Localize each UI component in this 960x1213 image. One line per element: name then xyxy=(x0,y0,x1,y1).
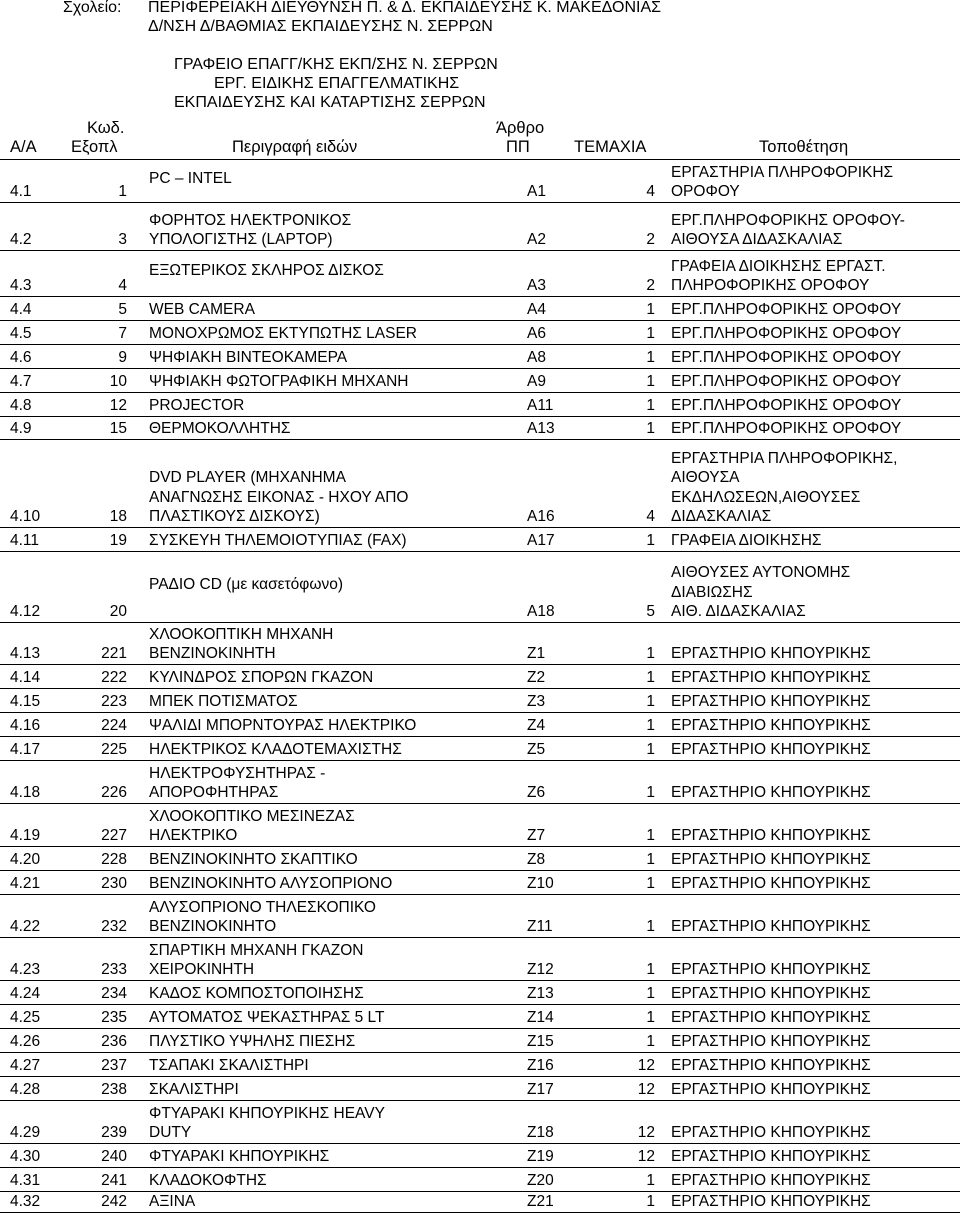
row-article: Ζ3 xyxy=(527,693,546,710)
row-location: ΔΙΑΒΙΩΣΗΣ xyxy=(671,583,753,601)
row-code: 9 xyxy=(118,349,127,366)
row-divider xyxy=(0,1143,960,1144)
row-article: Ζ6 xyxy=(527,784,546,801)
row-quantity: 1 xyxy=(646,373,655,390)
row-code: 20 xyxy=(109,603,127,620)
row-quantity: 1 xyxy=(646,301,655,318)
row-aa: 4.11 xyxy=(10,532,40,549)
row-aa: 4.31 xyxy=(10,1172,41,1189)
row-article: Α18 xyxy=(527,603,555,620)
header-quantity: ΤΕΜΑΧΙΑ xyxy=(574,138,647,156)
row-description: ΥΠΟΛΟΓΙΣΤΗΣ (LAPTOP) xyxy=(149,231,333,248)
row-code: 230 xyxy=(101,875,127,892)
row-code: 235 xyxy=(101,1009,127,1026)
row-quantity: 1 xyxy=(646,1172,655,1189)
row-quantity: 1 xyxy=(646,985,655,1002)
row-code: 7 xyxy=(118,325,127,342)
row-quantity: 1 xyxy=(646,693,655,710)
row-quantity: 4 xyxy=(646,508,655,525)
row-divider xyxy=(0,712,960,713)
row-code: 224 xyxy=(101,717,127,734)
row-code: 240 xyxy=(101,1148,127,1165)
table-top-rule xyxy=(0,159,960,160)
row-description: ΧΛΟΟΚΟΠΤΙΚΟ ΜΕΣΙΝΕΖΑΣ xyxy=(149,807,355,825)
row-code: 5 xyxy=(118,301,127,318)
row-article: Α13 xyxy=(527,420,555,437)
row-code: 242 xyxy=(101,1193,127,1210)
row-location: ΟΡΟΦΟΥ xyxy=(671,183,740,200)
row-divider xyxy=(0,622,960,623)
row-article: Α8 xyxy=(527,349,546,366)
row-aa: 4.6 xyxy=(10,349,32,366)
row-code: 232 xyxy=(101,918,127,935)
row-aa: 4.5 xyxy=(10,325,32,342)
row-location: ΕΡΓΑΣΤΗΡΙΟ ΚΗΠΟΥΡΙΚΗΣ xyxy=(671,645,871,662)
row-divider xyxy=(0,1100,960,1101)
row-quantity: 1 xyxy=(646,1009,655,1026)
row-article: Α17 xyxy=(527,532,555,549)
row-code: 223 xyxy=(101,693,127,710)
row-aa: 4.13 xyxy=(10,645,41,662)
school-line-5: ΕΚΠΑΙΔΕΥΣΗΣ ΚΑΙ ΚΑΤΑΡΤΙΣΗΣ ΣΕΡΡΩΝ xyxy=(174,94,486,111)
row-description: ΨΑΛΙΔΙ ΜΠΟΡΝΤΟΥΡΑΣ ΗΛΕΚΤΡΙΚΟ xyxy=(149,717,417,734)
row-divider xyxy=(0,803,960,804)
row-description: ΡΑΔΙΟ CD (με κασετόφωνο) xyxy=(149,575,343,593)
row-description: ΑΛΥΣΟΠΡΙΟΝΟ ΤΗΛΕΣΚΟΠΙΚΟ xyxy=(149,898,376,916)
row-aa: 4.23 xyxy=(10,961,41,978)
row-location: ΔΙΔΑΣΚΑΛΙΑΣ xyxy=(671,508,772,525)
row-article: Ζ13 xyxy=(527,985,554,1002)
row-quantity: 5 xyxy=(646,603,655,620)
row-description: ΦΤΥΑΡΑΚΙ ΚΗΠΟΥΡΙΚΗΣ xyxy=(149,1148,330,1165)
row-location: ΕΡΓΑΣΤΗΡΙΟ ΚΗΠΟΥΡΙΚΗΣ xyxy=(671,1009,871,1026)
header-article-line2: ΠΠ xyxy=(506,138,530,156)
row-article: Α1 xyxy=(527,183,546,200)
row-location: ΑΙΘΟΥΣΕΣ ΑΥΤΟΝΟΜΗΣ xyxy=(671,564,851,581)
row-description: ΚΛΑΔΟΚΟΦΤΗΣ xyxy=(149,1172,267,1189)
row-aa: 4.1 xyxy=(10,183,32,200)
row-location: ΓΡΑΦΕΙΑ ΔΙΟΙΚΗΣΗΣ xyxy=(671,532,822,549)
row-code: 226 xyxy=(101,784,127,801)
row-aa: 4.15 xyxy=(10,693,41,710)
row-quantity: 1 xyxy=(646,325,655,342)
row-location: ΕΡΓΑΣΤΗΡΙΟ ΚΗΠΟΥΡΙΚΗΣ xyxy=(671,875,871,892)
row-location: ΕΡΓΑΣΤΗΡΙΑ ΠΛΗΡΟΦΟΡΙΚΗΣ, xyxy=(671,449,898,467)
row-location: ΕΡΓΑΣΤΗΡΙΟ ΚΗΠΟΥΡΙΚΗΣ xyxy=(671,918,871,935)
row-article: Ζ15 xyxy=(527,1033,554,1050)
row-code: 1 xyxy=(118,183,127,200)
row-location: ΠΛΗΡΟΦΟΡΙΚΗΣ ΟΡΟΦΟΥ xyxy=(671,277,870,294)
row-description: ΑΥΤΟΜΑΤΟΣ ΨΕΚΑΣΤΗΡΑΣ 5 LT xyxy=(149,1009,385,1026)
row-location: ΕΡΓΑΣΤΗΡΙΟ ΚΗΠΟΥΡΙΚΗΣ xyxy=(671,1172,871,1189)
row-location: ΕΡΓ.ΠΛΗΡΟΦΟΡΙΚΗΣ ΟΡΟΦΟΥ- xyxy=(671,211,905,229)
school-line-1: ΠΕΡΙΦΕΡΕΙΑΚΗ ΔΙΕΥΘΥΝΣΗ Π. & Δ. ΕΚΠΑΙΔΕΥΣΗΣ Κ. ΜΑΚΕΔΟΝΙΑΣ xyxy=(148,0,662,16)
row-aa: 4.18 xyxy=(10,784,41,801)
row-description: ΑΠΟΡΟΦΗΤΗΡΑΣ xyxy=(149,784,279,801)
row-divider xyxy=(0,1191,960,1192)
row-article: Ζ11 xyxy=(527,918,553,935)
row-description: DUTY xyxy=(149,1124,192,1141)
row-code: 233 xyxy=(101,961,127,978)
row-aa: 4.25 xyxy=(10,1009,41,1026)
row-divider xyxy=(0,416,960,417)
row-location: ΕΡΓΑΣΤΗΡΙΟ ΚΗΠΟΥΡΙΚΗΣ xyxy=(671,1081,871,1098)
row-code: 234 xyxy=(101,985,127,1002)
row-description: ΣΥΣΚΕΥΗ ΤΗΛΕΜΟΙΟΤΥΠΙΑΣ (FAX) xyxy=(149,532,407,549)
row-location: ΕΡΓΑΣΤΗΡΙΟ ΚΗΠΟΥΡΙΚΗΣ xyxy=(671,717,871,734)
row-description: ΒΕΝΖΙΝΟΚΙΝΗΤΟ xyxy=(149,918,277,935)
row-aa: 4.32 xyxy=(10,1193,41,1210)
header-description: Περιγραφή ειδών xyxy=(232,138,358,156)
row-divider xyxy=(0,980,960,981)
row-article: Ζ16 xyxy=(527,1057,554,1074)
row-description: ΧΛΟΟΚΟΠΤΙΚΗ ΜΗΧΑΝΗ xyxy=(149,625,334,643)
row-aa: 4.8 xyxy=(10,397,32,414)
row-article: Α6 xyxy=(527,325,546,342)
row-quantity: 12 xyxy=(637,1148,655,1165)
row-description: ΜΠΕΚ ΠΟΤΙΣΜΑΤΟΣ xyxy=(149,693,298,710)
row-description: PC – INTEL xyxy=(149,169,232,187)
row-aa: 4.16 xyxy=(10,717,41,734)
row-location: ΕΡΓΑΣΤΗΡΙΟ ΚΗΠΟΥΡΙΚΗΣ xyxy=(671,1193,871,1210)
row-description: WEB CAMERA xyxy=(149,301,255,318)
row-location: ΕΚΔΗΛΩΣΕΩΝ,ΑΙΘΟΥΣΕΣ xyxy=(671,488,861,506)
row-code: 237 xyxy=(101,1057,127,1074)
row-quantity: 1 xyxy=(646,741,655,758)
row-quantity: 12 xyxy=(637,1124,655,1141)
row-article: Ζ7 xyxy=(527,827,546,844)
header-article-line1: Άρθρο xyxy=(496,119,545,137)
row-aa: 4.24 xyxy=(10,985,41,1002)
row-quantity: 1 xyxy=(646,532,655,549)
row-aa: 4.27 xyxy=(10,1057,41,1074)
row-divider xyxy=(0,736,960,737)
row-quantity: 12 xyxy=(637,1081,655,1098)
row-location: ΕΡΓ.ΠΛΗΡΟΦΟΡΙΚΗΣ ΟΡΟΦΟΥ xyxy=(671,349,902,366)
row-divider xyxy=(0,320,960,321)
header-location: Τοποθέτηση xyxy=(759,138,849,156)
row-article: Ζ14 xyxy=(527,1009,554,1026)
row-code: 222 xyxy=(101,669,127,686)
row-location: ΕΡΓ.ΠΛΗΡΟΦΟΡΙΚΗΣ ΟΡΟΦΟΥ xyxy=(671,301,902,318)
row-divider xyxy=(0,870,960,871)
row-description: ΒΕΝΖΙΝΟΚΙΝΗΤΗ xyxy=(149,645,276,662)
row-divider xyxy=(0,1052,960,1053)
row-quantity: 1 xyxy=(646,1193,655,1210)
row-divider xyxy=(0,439,960,440)
row-aa: 4.29 xyxy=(10,1124,41,1141)
row-divider xyxy=(0,296,960,297)
row-code: 238 xyxy=(101,1081,127,1098)
row-code: 3 xyxy=(118,231,127,248)
row-code: 228 xyxy=(101,851,127,868)
row-article: Α11 xyxy=(527,397,554,414)
row-article: Ζ2 xyxy=(527,669,546,686)
row-article: Ζ18 xyxy=(527,1124,554,1141)
row-divider xyxy=(0,1004,960,1005)
row-location: ΕΡΓΑΣΤΗΡΙΟ ΚΗΠΟΥΡΙΚΗΣ xyxy=(671,1124,871,1141)
row-aa: 4.26 xyxy=(10,1033,41,1050)
row-divider xyxy=(0,846,960,847)
row-code: 241 xyxy=(101,1172,127,1189)
row-description: ΧΕΙΡΟΚΙΝΗΤΗ xyxy=(149,961,255,978)
row-code: 221 xyxy=(101,645,127,662)
row-quantity: 2 xyxy=(646,277,655,294)
row-code: 12 xyxy=(109,397,127,414)
row-description: ΗΛΕΚΤΡΟΦΥΣΗΤΗΡΑΣ - xyxy=(149,764,326,782)
row-quantity: 1 xyxy=(646,645,655,662)
header-aa: Α/Α xyxy=(10,138,37,156)
row-aa: 4.3 xyxy=(10,277,32,294)
row-location: ΑΙΘ. ΔΙΔΑΣΚΑΛΙΑΣ xyxy=(671,603,806,620)
row-location: ΑΙΘΟΥΣΑ xyxy=(671,469,740,486)
row-article: Α9 xyxy=(527,373,546,390)
row-description: ΨΗΦΙΑΚΗ ΦΩΤΟΓΡΑΦΙΚΗ ΜΗΧΑΝΗ xyxy=(149,373,409,390)
row-location: ΑΙΘΟΥΣΑ ΔΙΔΑΣΚΑΛΙΑΣ xyxy=(671,231,843,248)
row-location: ΕΡΓΑΣΤΗΡΙΟ ΚΗΠΟΥΡΙΚΗΣ xyxy=(671,1148,871,1165)
row-quantity: 1 xyxy=(646,851,655,868)
row-quantity: 1 xyxy=(646,918,655,935)
row-quantity: 1 xyxy=(646,827,655,844)
row-location: ΕΡΓΑΣΤΗΡΙΟ ΚΗΠΟΥΡΙΚΗΣ xyxy=(671,851,871,868)
school-line-3: ΓΡΑΦΕΙΟ ΕΠΑΓΓ/ΚΗΣ ΕΚΠ/ΣΗΣ Ν. ΣΕΡΡΩΝ xyxy=(174,56,498,73)
row-description: ΨΗΦΙΑΚΗ ΒΙΝΤΕΟΚΑΜΕΡΑ xyxy=(149,349,348,366)
row-aa: 4.20 xyxy=(10,851,41,868)
row-description: ΣΠΑΡΤΙΚΗ ΜΗΧΑΝΗ ΓΚΑΖΟΝ xyxy=(149,941,364,959)
row-divider xyxy=(0,344,960,345)
row-aa: 4.17 xyxy=(10,741,41,758)
row-description: ΦΟΡΗΤΟΣ ΗΛΕΚΤΡΟΝΙΚΟΣ xyxy=(149,211,352,229)
row-divider xyxy=(0,368,960,369)
row-article: Ζ8 xyxy=(527,851,546,868)
row-article: Ζ12 xyxy=(527,961,554,978)
row-divider xyxy=(0,392,960,393)
row-description: ΦΤΥΑΡΑΚΙ ΚΗΠΟΥΡΙΚΗΣ HEAVY xyxy=(149,1104,385,1122)
row-divider xyxy=(0,527,960,528)
row-location: ΕΡΓ.ΠΛΗΡΟΦΟΡΙΚΗΣ ΟΡΟΦΟΥ xyxy=(671,325,902,342)
row-code: 4 xyxy=(118,277,127,294)
row-code: 227 xyxy=(101,827,127,844)
row-description: ΚΑΔΟΣ ΚΟΜΠΟΣΤΟΠΟΙΗΣΗΣ xyxy=(149,985,364,1002)
row-divider xyxy=(0,937,960,938)
header-code-line2: Εξοπλ xyxy=(71,138,118,156)
row-quantity: 1 xyxy=(646,961,655,978)
row-code: 239 xyxy=(101,1124,127,1141)
row-quantity: 1 xyxy=(646,717,655,734)
row-aa: 4.14 xyxy=(10,669,41,686)
row-description: ΠΛΑΣΤΙΚΟΥΣ ΔΙΣΚΟΥΣ) xyxy=(149,508,320,525)
row-code: 225 xyxy=(101,741,127,758)
row-description: ΕΞΩΤΕΡΙΚΟΣ ΣΚΛΗΡΟΣ ΔΙΣΚΟΣ xyxy=(149,262,384,279)
row-divider xyxy=(0,1028,960,1029)
row-divider xyxy=(0,688,960,689)
row-article: Ζ10 xyxy=(527,875,554,892)
row-divider xyxy=(0,1076,960,1077)
row-location: ΕΡΓΑΣΤΗΡΙΑ ΠΛΗΡΟΦΟΡΙΚΗΣ xyxy=(671,163,894,181)
row-location: ΕΡΓΑΣΤΗΡΙΟ ΚΗΠΟΥΡΙΚΗΣ xyxy=(671,784,871,801)
row-description: ΠΛΥΣΤΙΚΟ ΥΨΗΛΗΣ ΠΙΕΣΗΣ xyxy=(149,1033,356,1050)
row-aa: 4.4 xyxy=(10,301,32,318)
row-article: Α3 xyxy=(527,277,546,294)
row-article: Α4 xyxy=(527,301,546,318)
row-location: ΕΡΓΑΣΤΗΡΙΟ ΚΗΠΟΥΡΙΚΗΣ xyxy=(671,693,871,710)
row-description: ΗΛΕΚΤΡΙΚΟ xyxy=(149,827,238,844)
row-quantity: 1 xyxy=(646,349,655,366)
row-aa: 4.22 xyxy=(10,918,41,935)
row-article: Ζ17 xyxy=(527,1081,554,1098)
row-aa: 4.9 xyxy=(10,420,32,437)
row-aa: 4.12 xyxy=(10,603,41,620)
row-code: 236 xyxy=(101,1033,127,1050)
header-code-line1: Κωδ. xyxy=(87,119,125,137)
row-aa: 4.7 xyxy=(10,373,32,390)
row-location: ΕΡΓΑΣΤΗΡΙΟ ΚΗΠΟΥΡΙΚΗΣ xyxy=(671,827,871,844)
row-aa: 4.30 xyxy=(10,1148,41,1165)
row-quantity: 4 xyxy=(646,183,655,200)
row-divider xyxy=(0,551,960,552)
row-quantity: 1 xyxy=(646,397,655,414)
row-aa: 4.10 xyxy=(10,508,41,525)
row-divider xyxy=(0,250,960,251)
row-description: ΘΕΡΜΟΚΟΛΛΗΤΗΣ xyxy=(149,420,291,437)
row-quantity: 1 xyxy=(646,420,655,437)
row-location: ΕΡΓ.ΠΛΗΡΟΦΟΡΙΚΗΣ ΟΡΟΦΟΥ xyxy=(671,420,902,437)
row-divider xyxy=(0,760,960,761)
row-location: ΕΡΓΑΣΤΗΡΙΟ ΚΗΠΟΥΡΙΚΗΣ xyxy=(671,1057,871,1074)
row-article: Ζ5 xyxy=(527,741,546,758)
row-description: PROJECTOR xyxy=(149,397,245,414)
row-quantity: 1 xyxy=(646,784,655,801)
row-quantity: 2 xyxy=(646,231,655,248)
school-label: Σχολείο: xyxy=(63,0,122,16)
row-article: Ζ4 xyxy=(527,717,546,734)
row-location: ΕΡΓΑΣΤΗΡΙΟ ΚΗΠΟΥΡΙΚΗΣ xyxy=(671,741,871,758)
row-aa: 4.28 xyxy=(10,1081,41,1098)
row-aa: 4.2 xyxy=(10,231,32,248)
row-description: ΑΝΑΓΝΩΣΗΣ ΕΙΚΟΝΑΣ - ΗΧΟΥ ΑΠΟ xyxy=(149,488,409,506)
school-line-2: Δ/ΝΣΗ Δ/ΒΑΘΜΙΑΣ ΕΚΠΑΙΔΕΥΣΗΣ Ν. ΣΕΡΡΩΝ xyxy=(148,18,493,35)
row-aa: 4.19 xyxy=(10,827,41,844)
row-code: 10 xyxy=(109,373,127,390)
row-description: ΚΥΛΙΝΔΡΟΣ ΣΠΟΡΩΝ ΓΚΑΖΟΝ xyxy=(149,669,374,686)
row-location: ΕΡΓΑΣΤΗΡΙΟ ΚΗΠΟΥΡΙΚΗΣ xyxy=(671,1033,871,1050)
row-description: ΑΞΙΝΑ xyxy=(149,1193,196,1210)
row-article: Ζ20 xyxy=(527,1172,554,1189)
row-description: ΒΕΝΖΙΝΟΚΙΝΗΤΟ ΣΚΑΠΤΙΚΟ xyxy=(149,851,358,868)
row-location: ΕΡΓΑΣΤΗΡΙΟ ΚΗΠΟΥΡΙΚΗΣ xyxy=(671,669,871,686)
row-article: Α16 xyxy=(527,508,555,525)
row-description: DVD PLAYER (ΜΗΧΑΝΗΜΑ xyxy=(149,469,346,486)
row-article: Ζ19 xyxy=(527,1148,554,1165)
row-description: ΒΕΝΖΙΝΟΚΙΝΗΤΟ ΑΛΥΣΟΠΡΙΟΝΟ xyxy=(149,875,393,892)
school-line-4: ΕΡΓ. ΕΙΔΙΚΗΣ ΕΠΑΓΓΕΛΜΑΤΙΚΗΣ xyxy=(214,75,460,92)
row-quantity: 12 xyxy=(637,1057,655,1074)
row-location: ΕΡΓ.ΠΛΗΡΟΦΟΡΙΚΗΣ ΟΡΟΦΟΥ xyxy=(671,397,902,414)
row-description: ΜΟΝΟΧΡΩΜΟΣ ΕΚΤΥΠΩΤΗΣ LASER xyxy=(149,325,417,342)
row-aa: 4.21 xyxy=(10,875,41,892)
row-code: 19 xyxy=(109,532,127,549)
row-divider xyxy=(0,894,960,895)
row-divider xyxy=(0,664,960,665)
row-location: ΕΡΓ.ΠΛΗΡΟΦΟΡΙΚΗΣ ΟΡΟΦΟΥ xyxy=(671,373,902,390)
row-code: 15 xyxy=(109,420,127,437)
row-code: 18 xyxy=(109,508,127,525)
row-description: ΣΚΑΛΙΣΤΗΡΙ xyxy=(149,1081,239,1098)
row-description: ΗΛΕΚΤΡΙΚΟΣ ΚΛΑΔΟΤΕΜΑΧΙΣΤΗΣ xyxy=(149,741,402,758)
row-location: ΕΡΓΑΣΤΗΡΙΟ ΚΗΠΟΥΡΙΚΗΣ xyxy=(671,961,871,978)
row-description: ΤΣΑΠΑΚΙ ΣΚΑΛΙΣΤΗΡΙ xyxy=(149,1057,309,1074)
row-article: Ζ1 xyxy=(527,645,546,662)
row-article: Ζ21 xyxy=(527,1193,554,1210)
row-divider xyxy=(0,1167,960,1168)
row-quantity: 1 xyxy=(646,669,655,686)
row-divider xyxy=(0,202,960,203)
row-location: ΓΡΑΦΕΙΑ ΔΙΟΙΚΗΣΗΣ ΕΡΓΑΣΤ. xyxy=(671,257,886,275)
row-quantity: 1 xyxy=(646,1033,655,1050)
row-location: ΕΡΓΑΣΤΗΡΙΟ ΚΗΠΟΥΡΙΚΗΣ xyxy=(671,985,871,1002)
row-quantity: 1 xyxy=(646,875,655,892)
row-article: Α2 xyxy=(527,231,546,248)
